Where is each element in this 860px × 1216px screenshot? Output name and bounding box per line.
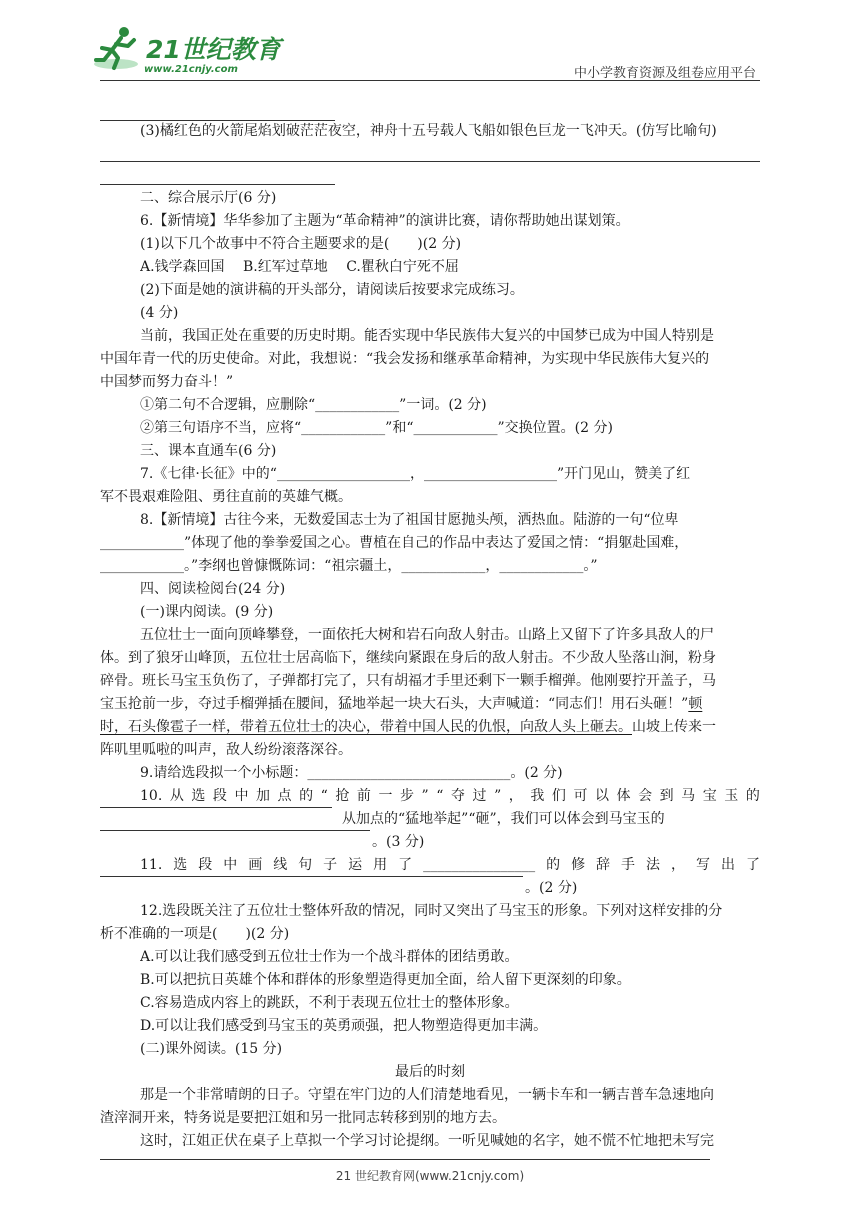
question-11-line-1	[140, 854, 760, 876]
question-6-1: (1)以下几个故事中不符合主题要求的是( )(2 分)	[140, 236, 462, 252]
question-8-line-1: 8.【新情境】古往今来，无数爱国志士为了祖国甘愿抛头颅，洒热血。陆游的一句“位卑	[140, 512, 679, 528]
answer-blank	[100, 876, 523, 877]
spaced-token: 前	[356, 788, 371, 804]
question-7-line-1: 7.《七律·长征》中的“___________________，___________________”开门见山，赞美了红	[140, 466, 691, 482]
underlined-sentence: 时，石头像雹子一样，带着五位壮士的决心，带着中国人民的仇恨，向敌人头上砸去。	[100, 719, 632, 735]
article-line-1: 那是一个非常晴朗的日子。守望在牢门边的人们清楚地看见，一辆卡车和一辆吉普车急速地向	[140, 1087, 714, 1103]
passage-line-2: 体。到了狼牙山峰顶，五位壮士居高临下，继续向紧跟在身后的敌人射击。不少敌人坠落山涧，粉身	[100, 650, 716, 666]
spaced-token: 步	[400, 788, 414, 804]
spaced-token: 11.	[140, 857, 163, 873]
spaced-token: 以	[594, 788, 609, 804]
question-10-line-2: 从加点的“猛地举起”“砸”，我们可以体会到马宝玉的	[342, 811, 665, 827]
part-1-heading: (一)课内阅读。(9 分)	[140, 604, 274, 620]
underlined-sentence: 顿	[688, 696, 703, 712]
passage-line-6: 阵叽里呱啦的叫声，敌人纷纷滚落深谷。	[100, 742, 352, 758]
question-9: 9.请给选段拟一个小标题：_____________________________。(2 分)	[140, 765, 563, 781]
spaced-token: 的	[745, 788, 760, 804]
spaced-token: 抢	[335, 788, 350, 804]
section-2-heading: 二、综合展示厅(6 分)	[140, 190, 277, 206]
spaced-token: 过	[472, 788, 487, 804]
question-8-line-3: ____________。”李纲也曾慷慨陈词：“祖宗疆土，____________，____________。”	[100, 558, 598, 574]
question-6-b: ②第三句语序不当，应将“____________”和“____________”交换位置。(2 分)	[140, 420, 613, 436]
question-10-line-1	[140, 785, 760, 807]
spaced-token: 可	[573, 788, 588, 804]
option-c: C.容易造成内容上的跳跃，不利于表现五位壮士的整体形象。	[140, 995, 519, 1011]
spaced-token: 到	[659, 788, 674, 804]
question-6-options: A.钱学森回国 B.红军过草地 C.瞿秋白宁死不屈	[140, 259, 459, 275]
question-10-line-3: 。(3 分)	[372, 834, 425, 850]
speech-line-3: 中国梦而努力奋斗！”	[100, 374, 234, 390]
spaced-token: 了	[745, 857, 760, 873]
spaced-token: 点	[277, 788, 292, 804]
spaced-token: 的	[546, 857, 561, 873]
footer-divider	[100, 1159, 710, 1160]
spaced-token: “	[436, 788, 444, 804]
spaced-token: ，	[508, 788, 523, 804]
spaced-token: 体	[616, 788, 631, 804]
answer-blank	[100, 807, 332, 808]
passage-line-4	[100, 693, 760, 715]
spaced-token: 出	[720, 857, 735, 873]
spaced-token: 宝	[702, 788, 717, 804]
question-12-line-1: 12.选段既关注了五位壮士整体歼敌的情况，同时又突出了马宝玉的形象。下列对这样安排的分	[140, 903, 723, 919]
question-6: 6.【新情境】华华参加了主题为“革命精神”的演讲比赛，请你帮助她出谋划策。	[140, 213, 630, 229]
logo-url: www.21cnjy.com	[144, 64, 238, 75]
spaced-token: 我	[530, 788, 545, 804]
spaced-token: 加	[256, 788, 270, 804]
spaced-token: 段	[212, 788, 227, 804]
section-3-heading: 三、课本直通车(6 分)	[140, 443, 277, 459]
spaced-token: 中	[234, 788, 249, 804]
option-b: B.可以把抗日英雄个体和群体的形象塑造得更加全面，给人留下更深刻的印象。	[140, 972, 631, 988]
question-11-line-2: 。(2 分)	[525, 880, 578, 896]
spaced-token: 的	[299, 788, 314, 804]
runner-logo-icon	[94, 24, 144, 74]
passage-line-5	[100, 716, 760, 738]
spaced-token: 一	[378, 788, 393, 804]
spaced-token: 句	[298, 857, 313, 873]
article-title: 最后的时刻	[395, 1064, 465, 1080]
spaced-token: 线	[273, 857, 288, 873]
site-logo	[94, 24, 281, 78]
passage-text: 山坡上传来一	[632, 719, 716, 735]
answer-blank	[100, 161, 760, 162]
platform-name: 中小学教育资源及组卷应用平台	[573, 66, 756, 81]
spaced-token: 辞	[596, 857, 611, 873]
answer-blank	[100, 830, 370, 831]
spaced-token: ”	[494, 788, 502, 804]
section-4-heading: 四、阅读检阅台(24 分)	[140, 581, 286, 597]
page-header	[0, 0, 860, 86]
spaced-token: 手	[621, 857, 636, 873]
speech-line-1: 当前，我国正处在重要的历史时期。能否实现中华民族伟大复兴的中国梦已成为中国人特别是	[140, 328, 714, 344]
header-divider	[100, 80, 760, 81]
spaced-token: “	[320, 788, 328, 804]
option-a: A.可以让我们感受到五位壮士作为一个战斗群体的团结勇敢。	[140, 949, 519, 965]
spaced-token: 夺	[450, 788, 465, 804]
spaced-token: 们	[551, 788, 566, 804]
article-line-3: 这时，江姐正伏在桌子上草拟一个学习讨论提纲。一听见喊她的名字，她不慌不忙地把未写完	[140, 1133, 714, 1149]
spaced-token: 法	[646, 857, 661, 873]
spaced-token: 画	[248, 857, 263, 873]
speech-line-2: 中国年青一代的历史使命。对此，我想说：“我会发扬和继承革命精神，为实现中华民族伟大复兴的	[100, 351, 710, 367]
spaced-token: 选	[173, 857, 188, 873]
spaced-token: ________________	[423, 857, 536, 873]
question-8-line-2: ____________”体现了他的拳拳爱国之心。曹植在自己的作品中表达了爱国之情：“捐躯赴国难，	[100, 535, 689, 551]
spaced-token: 修	[571, 857, 586, 873]
spaced-token: 子	[323, 857, 338, 873]
question-6-a: ①第二句不合逻辑，应删除“____________”一词。(2 分)	[140, 397, 487, 413]
spaced-token: 玉	[724, 788, 739, 804]
passage-line-3: 碎骨。班长马宝玉负伤了，子弹都打完了，只有胡福才手里还剩下一颗手榴弹。他刚要拧开盖子，马	[100, 673, 716, 689]
spaced-token: 运	[348, 857, 363, 873]
part-2-heading: (二)课外阅读。(15 分)	[140, 1041, 283, 1057]
spaced-token: 段	[198, 857, 213, 873]
passage-line-1: 五位壮士一面向顶峰攀登，一面依托大树和岩石向敌人射击。山路上又留下了许多具敌人的尸	[140, 627, 714, 643]
spaced-token: 选	[191, 788, 206, 804]
spaced-token: 会	[638, 788, 653, 804]
spaced-token: 10.	[140, 788, 163, 804]
article-line-2: 渣滓洞开来，特务说是要把江姐和另一批同志转移到别的地方去。	[100, 1110, 506, 1126]
spaced-token: 了	[398, 857, 413, 873]
spaced-token: 用	[373, 857, 388, 873]
question-6-2: (2)下面是她的演讲稿的开头部分，请阅读后按要求完成练习。	[140, 282, 524, 298]
spaced-token: 从	[169, 788, 184, 804]
option-d: D.可以让我们感受到马宝玉的英勇顽强，把人物塑造得更加丰满。	[140, 1018, 548, 1034]
spaced-token: 写	[695, 857, 710, 873]
question-12-line-2: 析不准确的一项是( )(2 分)	[100, 926, 290, 942]
question-3: (3)橘红色的火箭尾焰划破茫茫夜空，神舟十五号载人飞船如银色巨龙一飞冲天。(仿写比喻句)	[140, 123, 717, 139]
question-7-line-2: 军不畏艰难险阻、勇往直前的英雄气概。	[100, 489, 352, 505]
page-footer: 21 世纪教育网(www.21cnjy.com)	[335, 1169, 525, 1183]
answer-blank	[100, 184, 335, 185]
spaced-token: 中	[223, 857, 238, 873]
logo-text: 21世纪教育	[146, 35, 281, 64]
passage-text: 宝玉抢前一步，夺过手榴弹插在腰间，猛地举起一块大石头，大声喊道：“同志们！用石头砸！”	[100, 696, 689, 712]
spaced-token: ”	[421, 788, 429, 804]
question-6-2-score: (4 分)	[140, 305, 179, 321]
spaced-token: ，	[671, 857, 685, 873]
spaced-token: 马	[681, 788, 696, 804]
